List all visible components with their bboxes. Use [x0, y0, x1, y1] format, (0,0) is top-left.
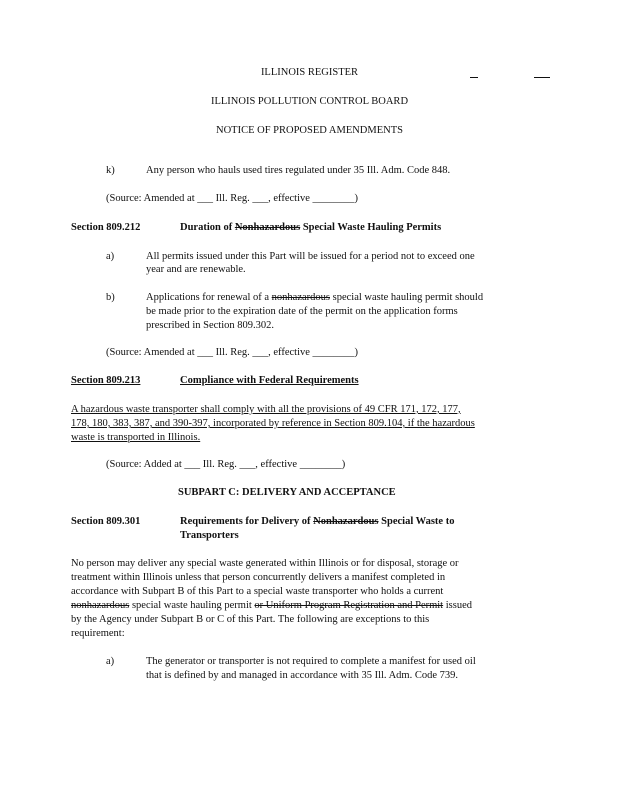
board-title: ILLINOIS POLLUTION CONTROL BOARD [210, 96, 409, 107]
header-rule-long [534, 77, 550, 78]
exception-a-label: a) [106, 656, 115, 667]
section-809-301-title: Requirements for Delivery of Nonhazardous Special Waste to [180, 516, 455, 527]
subpart-c-heading: SUBPART C: DELIVERY AND ACCEPTANCE [178, 487, 396, 498]
section-809-213-text: waste is transported in Illinois. [71, 432, 201, 443]
item-k-text: Any person who hauls used tires regulated under 35 Ill. Adm. Code 848. [146, 165, 451, 176]
item-a-line: All permits issued under this Part will be issued for a period not to exceed one [146, 251, 475, 262]
section-809-301-text: treatment within Illinois unless that person concurrently delivers a manifest completed in [71, 572, 446, 583]
item-b-line: be made prior to the expiration date of the permit on the application forms [146, 306, 458, 317]
section-809-213-text: 178, 180, 383, 387, and 390-397, incorporated by reference in Section 809.104, if the hazardous [71, 418, 475, 429]
exception-a-line: that is defined by and managed in accordance with 35 Ill. Adm. Code 739. [146, 670, 459, 681]
section-809-301-text: nonhazardous special waste hauling permit or Uniform Program Registration and Permit issued [71, 600, 472, 611]
item-b-line: prescribed in Section 809.302. [146, 320, 275, 331]
section-809-301-text: accordance with Subpart B of this Part to a special waste transporter who holds a current [71, 586, 444, 597]
notice-title: NOTICE OF PROPOSED AMENDMENTS [216, 125, 403, 136]
item-a-line: year and are renewable. [146, 264, 246, 275]
section-809-213-text: A hazardous waste transporter shall comply with all the provisions of 49 CFR 171, 172, 177, [71, 404, 461, 415]
section-809-301-title-cont: Transporters [180, 530, 239, 541]
section-809-213-number: Section 809.213 [71, 375, 141, 386]
register-title: ILLINOIS REGISTER [260, 67, 359, 78]
item-b-line: Applications for renewal of a nonhazardous special waste hauling permit should [146, 292, 484, 303]
header-rule-short [470, 77, 478, 78]
section-809-212-title: Duration of Nonhazardous Special Waste Hauling Permits [180, 222, 442, 233]
item-a-label: a) [106, 251, 115, 262]
section-809-301-text: requirement: [71, 628, 125, 639]
source-note-3: (Source: Added at ___ Ill. Reg. ___, effective ________) [106, 459, 346, 470]
source-note-2: (Source: Amended at ___ Ill. Reg. ___, effective ________) [106, 347, 359, 358]
section-809-213-title: Compliance with Federal Requirements [180, 375, 359, 386]
item-b-label: b) [106, 292, 115, 303]
section-809-301-number: Section 809.301 [71, 516, 141, 527]
section-809-301-text: No person may deliver any special waste generated within Illinois or for disposal, storage or [71, 558, 459, 569]
exception-a-line: The generator or transporter is not required to complete a manifest for used oil [146, 656, 476, 667]
item-k-label: k) [106, 165, 115, 176]
section-809-301-text: by the Agency under Subpart B or C of this Part. The following are exceptions to this [71, 614, 430, 625]
section-809-212-number: Section 809.212 [71, 222, 141, 233]
source-note-1: (Source: Amended at ___ Ill. Reg. ___, effective ________) [106, 193, 359, 204]
